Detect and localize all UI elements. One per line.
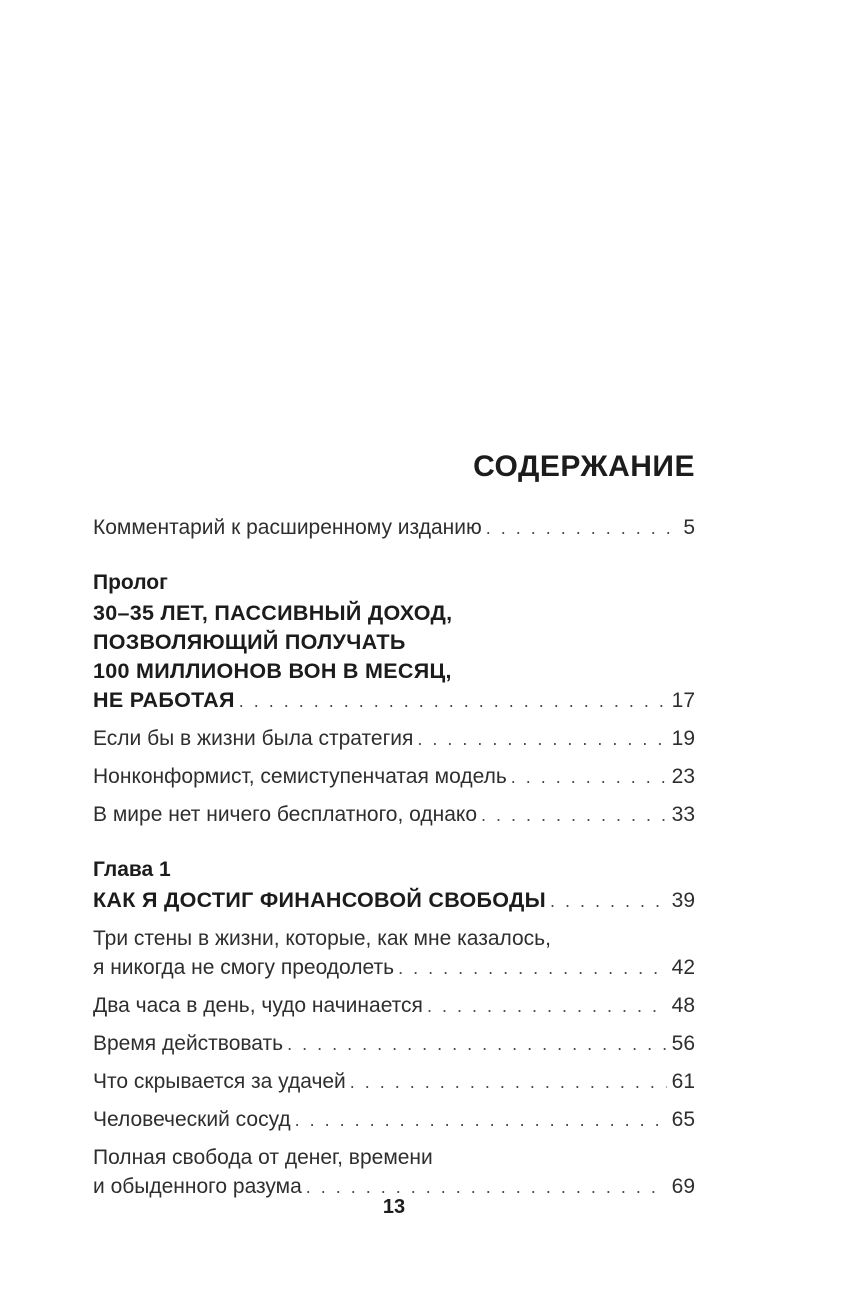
toc-line [93,686,695,716]
page-title: СОДЕРЖАНИЕ [473,450,695,483]
toc-line-text: и обыденного разума [93,1175,302,1198]
dot-leader [350,1068,667,1097]
toc-entry [93,1105,695,1135]
toc-line [93,599,695,628]
dot-leader [239,687,667,716]
toc-page-number: 61 [671,1070,695,1093]
toc-content [93,0,695,1202]
toc-line-text: В мире нет ничего бесплатного, однако [93,803,477,826]
toc-page-number: 19 [671,727,695,750]
dot-leader [481,801,667,830]
toc-line-text: НЕ РАБОТАЯ [93,688,235,712]
dot-leader [550,887,667,916]
toc-entry [93,513,695,543]
toc-line [93,657,695,686]
toc-page-number: 23 [671,765,695,788]
dot-leader [295,1106,667,1135]
toc-page-number: 65 [671,1108,695,1131]
dot-leader [287,1030,667,1059]
toc-entry [93,800,695,830]
toc-line [93,1029,695,1059]
toc-entry [93,924,695,983]
toc-line-text: Нонконформист, семиступенчатая модель [93,765,507,788]
toc-page-number: 5 [683,516,695,539]
toc-line-text: я никогда не смогу преодолеть [93,956,395,979]
toc-entry [93,886,695,916]
toc-line [93,568,695,597]
toc-entry [93,724,695,754]
toc-line-text: 100 МИЛЛИОНОВ ВОН В МЕСЯЦ, [93,659,452,683]
toc-line-text: Время действовать [93,1032,284,1055]
toc-line [93,1105,695,1135]
toc-page-number: 48 [671,994,695,1017]
toc-page-number: 42 [671,956,695,979]
toc-line-text: Человеческий сосуд [93,1108,291,1131]
toc-line [93,513,695,543]
toc-line [93,762,695,792]
toc-entry [93,599,695,716]
toc-page-number: 56 [671,1032,695,1055]
toc-page-number: 39 [671,889,695,912]
toc-line [93,855,695,884]
dot-leader [417,725,666,754]
toc-line [93,724,695,754]
toc-line-text: Глава 1 [93,858,171,881]
toc-line-text: Два часа в день, чудо начинается [93,994,423,1017]
toc-page-number: 69 [671,1175,695,1198]
footer-page-number: 13 [382,1196,406,1218]
dot-leader [511,763,667,792]
toc-line-text: Что скрывается за удачей [93,1070,346,1093]
toc-line-text: Полная свобода от денег, времени [93,1146,433,1169]
toc-line-text: Комментарий к расширенному изданию [93,516,482,539]
toc-line [93,991,695,1021]
toc-section-label [93,568,695,597]
toc-line [93,886,695,916]
toc-entry [93,1029,695,1059]
toc-entry [93,1143,695,1202]
dot-leader [486,514,679,543]
dot-leader [427,992,667,1021]
toc-line-text: Если бы в жизни была стратегия [93,727,414,750]
toc-line-text: КАК Я ДОСТИГ ФИНАНСОВОЙ СВОБОДЫ [93,888,546,912]
toc-line [93,1143,695,1172]
toc-line [93,1067,695,1097]
toc-entry [93,1067,695,1097]
toc-line-text: Три стены в жизни, которые, как мне казалось, [93,927,551,950]
toc-line [93,628,695,657]
toc-line-text: ПОЗВОЛЯЮЩИЙ ПОЛУЧАТЬ [93,630,406,654]
toc-list [93,513,695,1202]
toc-line-text: 30–35 ЛЕТ, ПАССИВНЫЙ ДОХОД, [93,601,453,625]
toc-line [93,800,695,830]
toc-page-number: 17 [671,689,695,712]
toc-section-label [93,855,695,884]
toc-line-text: Пролог [93,571,168,594]
toc-line [93,924,695,953]
toc-entry [93,762,695,792]
toc-line [93,953,695,983]
toc-page-number: 33 [671,803,695,826]
dot-leader [398,954,667,983]
toc-entry [93,991,695,1021]
